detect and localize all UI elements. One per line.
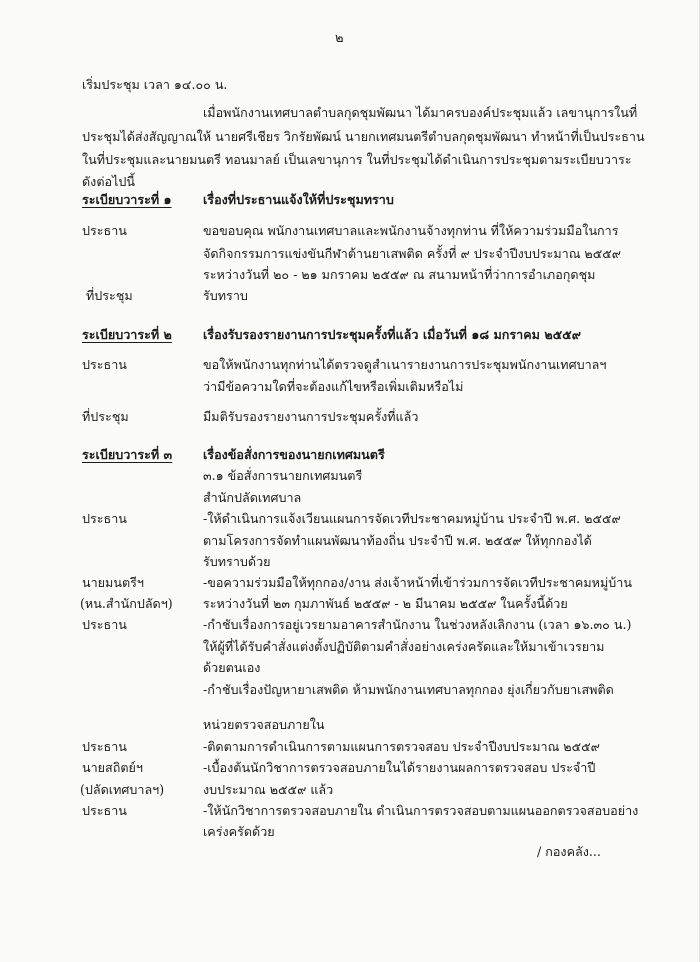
meeting-label: ที่ประชุม (82, 409, 129, 424)
agenda-2-title: เรื่องรับรองรายงานการประชุมครั้งที่แล้ว เมื่อวันที่ ๑๘ มกราคม ๒๕๕๙ (203, 327, 581, 342)
meeting-resolution: รับทราบ (203, 288, 248, 303)
agenda-1-line: ขอขอบคุณ พนักงานเทศบาลและพนักงานจ้างทุกท่าน ที่ให้ความร่วมมือในการ (203, 223, 619, 238)
agenda-1-line: ระหว่างวันที่ ๒๐ - ๒๑ มกราคม ๒๕๕๙ ณ สนามหน้าที่ว่าการอำเภอกุดชุม (203, 267, 596, 282)
agenda-1-label: ระเบียบวาระที่ ๑ (82, 192, 172, 207)
subsection-heading: หน่วยตรวจสอบภายใน (203, 717, 325, 732)
agenda-3-line: -กำชับเรื่องปัญหายาเสพติด ห้ามพนักงานเทศบาลทุกกอง ยุ่งเกี่ยวกับยาเสพติด (203, 682, 614, 697)
agenda-3-line: ด้วยตนเอง (203, 660, 261, 675)
intro-line: ประชุมได้ส่งสัญญาณให้ นายศรีเชียร วิกรัยพัฒน์ นายกเทศมนตรีตำบลกุดชุมพัฒนา ทำหน้าที่เป็นประธาน (82, 129, 645, 144)
agenda-2-line: ว่ามีข้อความใดที่จะต้องแก้ไขหรือเพิ่มเติมหรือไม่ (203, 379, 464, 394)
intro-line: ในที่ประชุมและนายมนตรี ทอนมาลย์ เป็นเลขานุการ ในที่ประชุมได้ดำเนินการประชุมตามระเบียบวาระ (82, 152, 632, 167)
speaker-label: ประธาน (82, 357, 127, 372)
page-number: ๒ (335, 31, 344, 46)
agenda-3-line: -เบื้องต้นนักวิชาการตรวจสอบภายในได้รายงานผลการตรวจสอบ ประจำปี (203, 760, 596, 775)
agenda-3-line: ระหว่างวันที่ ๒๓ กุมภาพันธ์ ๒๕๕๙ - ๒ มีนาคม ๒๕๕๙ ในครั้งนี้ด้วย (203, 596, 568, 611)
speaker-label: นายมนตรีฯ (82, 575, 144, 590)
agenda-3-line: -ให้ดำเนินการแจ้งเวียนแผนการจัดเวทีประชาคมหมู่บ้าน ประจำปี พ.ศ. ๒๕๕๙ (203, 511, 621, 526)
meeting-label: ที่ประชุม (86, 288, 133, 303)
agenda-3-line: เคร่งครัดด้วย (203, 824, 275, 839)
speaker-label: ประธาน (82, 511, 127, 526)
agenda-3-line: ตามโครงการจัดทำแผนพัฒนาท้องถิ่น ประจำปี พ.ศ. ๒๕๕๙ ให้ทุกกองได้ (203, 533, 592, 548)
speaker-label: ประธาน (82, 223, 127, 238)
agenda-3-line: งบประมาณ ๒๕๕๙ แล้ว (203, 782, 334, 797)
agenda-3-title: เรื่องข้อสั่งการของนายกเทศมนตรี (203, 447, 385, 462)
agenda-2-line: ขอให้พนักงานทุกท่านได้ตรวจดูสำเนารายงานการประชุมพนักงานเทศบาลฯ (203, 357, 607, 372)
agenda-3-line: ให้ผู้ที่ได้รับคำสั่งแต่งตั้งปฏิบัติตามคำสั่งอย่างเคร่งครัดและให้มาเข้าเวรยาม (203, 639, 605, 654)
agenda-3-line: -กำชับเรื่องการอยู่เวรยามอาคารสำนักงาน ในช่วงหลังเลิกงาน (เวลา ๑๖.๓๐ น.) (203, 617, 632, 632)
meeting-resolution: มีมติรับรองรายงานการประชุมครั้งที่แล้ว (203, 409, 419, 424)
speaker-label: นายสถิตย์ฯ (82, 760, 144, 775)
agenda-3-line: -ติดตามการดำเนินการตามแผนการตรวจสอบ ประจำปีงบประมาณ ๒๕๕๙ (203, 739, 600, 754)
agenda-1-title: เรื่องที่ประธานแจ้งให้ที่ประชุมทราบ (203, 192, 394, 207)
intro-line: ดังต่อไปนี้ (82, 174, 136, 189)
speaker-label: ประธาน (82, 617, 127, 632)
agenda-3-line: -ให้นักวิชาการตรวจสอบภายใน ดำเนินการตรวจสอบตามแผนออกตรวจสอบอย่าง (203, 803, 639, 818)
agenda-1-line: จัดกิจกรรมการแข่งขันกีฬาต้านยาเสพติด ครั้งที่ ๙ ประจำปีงบประมาณ ๒๕๕๙ (203, 246, 621, 261)
continuation-note: / กองคลัง... (537, 844, 601, 859)
speaker-position: (หน.สำนักปลัดฯ) (80, 596, 173, 611)
agenda-3-label: ระเบียบวาระที่ ๓ (82, 447, 173, 462)
agenda-2-label: ระเบียบวาระที่ ๒ (82, 327, 172, 342)
intro-line: เมื่อพนักงานเทศบาลตำบลกุดชุมพัฒนา ได้มาครบองค์ประชุมแล้ว เลขานุการในที่ (203, 105, 638, 120)
speaker-label: ประธาน (82, 803, 127, 818)
subsection-heading: ๓.๑ ข้อสั่งการนายกเทศมนตรี (203, 468, 363, 483)
agenda-3-line: -ขอความร่วมมือให้ทุกกอง/งาน ส่งเจ้าหน้าที่เข้าร่วมการจัดเวทีประชาคมหมู่บ้าน (203, 575, 632, 590)
speaker-position: (ปลัดเทศบาลฯ) (80, 782, 165, 797)
speaker-label: ประธาน (82, 739, 127, 754)
subsection-heading: สำนักปลัดเทศบาล (203, 490, 302, 505)
opening-time: เริ่มประชุม เวลา ๑๔.๐๐ น. (82, 77, 228, 92)
agenda-3-line: รับทราบด้วย (203, 554, 271, 569)
